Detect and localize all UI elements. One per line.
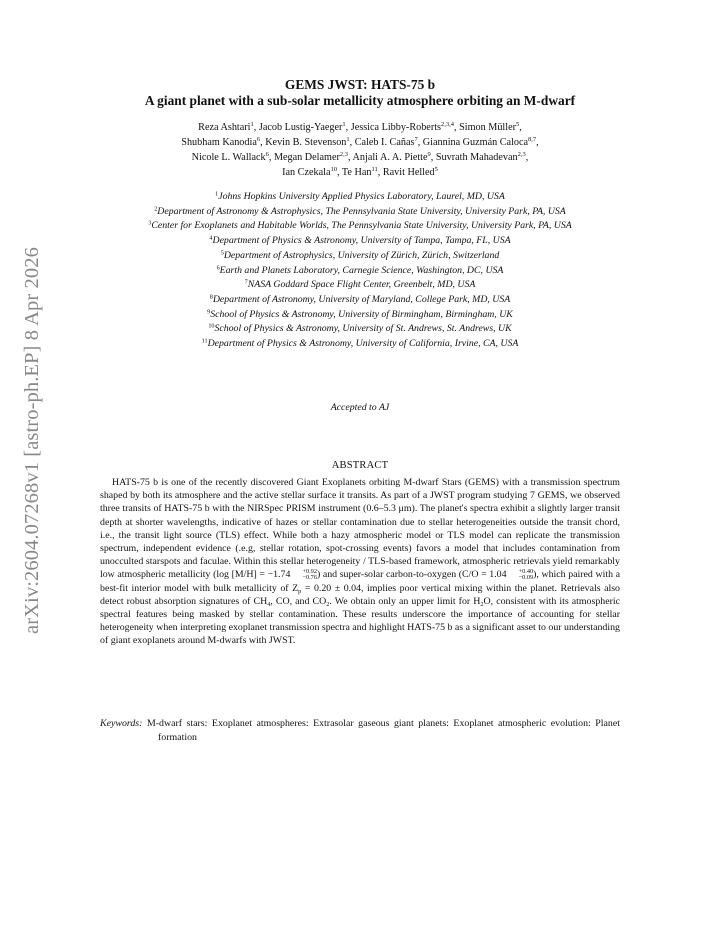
affiliation-text: NASA Goddard Space Flight Center, Greenbelt, MD, USA [247, 279, 476, 291]
author-affiliation-marker: 1 [346, 136, 350, 143]
affiliation-line [60, 190, 660, 205]
title-line-1: GEMS JWST: HATS-75 b [284, 77, 436, 92]
author-affiliation-marker: 10 [330, 166, 337, 173]
author-name: Reza Ashtari [198, 122, 251, 133]
author-line: Nicole L. Wallack$^6$, Megan Delamer$^{2,3}$, Anjali A. A. Piette$^9$, Suvrath Mahadevan$^{2,3}$, [191, 151, 529, 163]
affiliation-number: 5 [220, 249, 224, 257]
title-line-2: A giant planet with a sub-solar metallicity atmosphere orbiting an M-dwarf [144, 93, 576, 108]
author-name: Ravit Helled [382, 167, 435, 178]
abstract-part: , CO, and CO [270, 595, 327, 607]
abstract-part: O, consistent with its atmospheric spectral features being masked by stellar contamination. These results underscore the importance of accounting for stellar heterogeneity when interpreting exoplanet transmission spectra and highlight HATS-75 b as a significant asset to our understanding of giant exoplanets around M-dwarfs with JWST. [100, 595, 621, 647]
affiliation-number: 10 [208, 322, 215, 330]
affiliation-line [60, 337, 660, 352]
affiliation-number: 4 [209, 234, 213, 242]
author-name: Giannina Guzmán Caloca [422, 137, 529, 148]
author-affiliation-marker: 5 [434, 166, 438, 173]
author-affiliation-marker: 2,3 [339, 151, 348, 158]
author-affiliation-marker: 9 [427, 151, 431, 158]
arxiv-stamp-text: arXiv:2604.07268v1 [astro-ph.EP] 8 Apr 2026 [20, 246, 43, 634]
affiliation-text: Johns Hopkins University Applied Physics Laboratory, Laurel, MD, USA [218, 191, 505, 202]
affiliation-line [60, 322, 660, 337]
author-name: Simon Müller [459, 122, 517, 133]
author-name: Ian Czekala [282, 167, 331, 178]
affiliation-line [60, 234, 660, 249]
author-name: Suvrath Mahadevan [435, 152, 518, 163]
keywords [100, 717, 620, 744]
affiliation-number: 6 [216, 264, 220, 272]
metallicity-uncertainty [290, 569, 317, 581]
author-affiliation-marker: 1 [342, 121, 346, 128]
author-name: Shubham Kanodia [181, 137, 257, 148]
affiliation-number: 7 [244, 278, 248, 286]
acceptance-note: Accepted to AJ [330, 402, 390, 413]
metallicity-upper: +0.92 [302, 568, 317, 576]
author-name: Jessica Libby-Roberts [350, 122, 442, 133]
author-affiliation-marker: 6 [256, 136, 261, 143]
abstract-part: ), which paired with a best-fit interior model with bulk metallicity of Z [100, 569, 620, 594]
affiliation-text: Department of Astronomy, University of Maryland, College Park, MD, USA [212, 293, 511, 305]
author-name: Nicole L. Wallack [191, 152, 266, 163]
affiliation-line [60, 249, 660, 264]
author-name: Caleb I. Cañas [354, 137, 415, 148]
paper-title [80, 77, 640, 109]
arxiv-identifier-stamp [17, 240, 47, 640]
affiliation-number: 1 [215, 190, 219, 198]
affiliation-line [60, 264, 660, 279]
abstract-text [100, 476, 620, 648]
affiliation-text: School of Physics & Astronomy, University of Birmingham, Birmingham, UK [210, 308, 513, 320]
affiliation-line [60, 219, 660, 234]
affiliation-number: 3 [148, 219, 152, 227]
affiliation-text: Department of Astrophysics, University of Zürich, Zürich, Switzerland [223, 249, 500, 261]
author-line: Shubham Kanodia$^6$, Kevin B. Stevenson$^1$, Caleb I. Cañas$^7$, Giannina Guzmán Caloca$^{8,7}$, [181, 136, 539, 148]
author-affiliation-marker: 8,7 [528, 136, 537, 143]
affiliation-number: 8 [209, 293, 213, 301]
affiliation-list [60, 190, 660, 352]
affiliation-text: School of Physics & Astronomy, University of St. Andrews, St. Andrews, UK [214, 323, 512, 335]
h2o-subscript: 2 [480, 600, 484, 608]
author-name: Jacob Lustig-Yaeger [258, 122, 343, 133]
affiliation-line [60, 205, 660, 220]
author-line: Ian Czekala$^{10}$, Te Han$^{11}$, Ravit Helled$^5$ [282, 166, 438, 178]
abstract-part: . We obtain only an upper limit for H [329, 595, 481, 607]
author-name: Megan Delamer [273, 152, 340, 163]
author-affiliation-marker: 5 [516, 121, 520, 128]
affiliation-number: 11 [201, 337, 208, 345]
ch4-subscript: 4 [267, 600, 271, 608]
affiliation-line [60, 278, 660, 293]
affiliation-number: 9 [207, 308, 211, 316]
affiliation-text: Center for Exoplanets and Habitable Worlds, The Pennsylvania State University, University Park, PA, USA [151, 220, 572, 232]
co2-subscript: 2 [326, 600, 330, 608]
author-list [90, 120, 630, 180]
affiliation-text: Earth and Planets Laboratory, Carnegie Science, Washington, DC, USA [219, 264, 504, 276]
keywords-text: M-dwarf stars: Exoplanet atmospheres: Extrasolar gaseous giant planets: Exoplanet atmospheric evolution: Planet formation [146, 718, 620, 743]
author-name: Anjali A. A. Piette [352, 152, 428, 163]
abstract-part: HATS-75 b is one of the recently discovered Giant Exoplanets orbiting M-dwarf Stars (GEMS) with a transmission spectrum shaped by both its atmosphere and the active stellar surface it transits. As part of a JWST program studying 7 GEMS, we observed three transits of HATS-75 b with the NIRSpec PRISM instrument (0.6–5.3 μm). The planet's spectra exhibit a slightly larger transit depth at shorter wavelengths, indicative of hazes or stellar contamination due to stellar heterogeneities outside the transit chord, i.e., the transit light source (TLS) effect. While both a hazy atmospheric model or TLS model can replicate the transmission spectrum, independent evidence (.e.g, stellar rotation, spot-crossing events) favors a model that includes contamination from unocculted starspots and faculae. Within this stellar heterogeneity / TLS-based framework, atmospheric retrievals yield remarkably low atmospheric metallicity (log [M/H] = −1.74 [100, 477, 620, 581]
author-affiliation-marker: 6 [265, 151, 269, 158]
author-affiliation-marker: 1 [250, 121, 254, 128]
zp-subscript: p [298, 587, 302, 595]
author-name: Te Han [341, 167, 372, 178]
author-affiliation-marker: 2,3 [517, 151, 526, 158]
co-ratio-uncertainty [507, 569, 534, 581]
affiliation-number: 2 [154, 205, 158, 213]
keywords-label: Keywords: [100, 718, 143, 729]
author-affiliation-marker: 11 [371, 166, 378, 173]
affiliation-text: Department of Physics & Astronomy, University of Tampa, Tampa, FL, USA [212, 235, 511, 247]
author-affiliation-marker: 2,3,4 [441, 121, 455, 128]
author-name: Kevin B. Stevenson [265, 137, 347, 148]
affiliation-line [60, 308, 660, 323]
co-ratio-lower: −0.09 [518, 574, 534, 582]
abstract-part: = 0.20 ± 0.04, implies poor vertical mixing within the planet. Retrievals also detect robust absorption signatures of CH [100, 582, 620, 607]
author-line: Reza Ashtari$^1$, Jacob Lustig-Yaeger$^1$, Jessica Libby-Roberts$^{2,3,4}$, Simon Müller$^5$, [198, 121, 522, 133]
abstract-heading: ABSTRACT [331, 460, 389, 471]
affiliation-text: Department of Astronomy & Astrophysics, The Pennsylvania State University, University Park, PA, USA [157, 205, 566, 217]
abstract-part: ) and super-solar carbon-to-oxygen (C/O = 1.04 [316, 569, 507, 581]
affiliation-line [60, 293, 660, 308]
affiliation-text: Department of Physics & Astronomy, University of California, Irvine, CA, USA [207, 338, 519, 350]
co-ratio-upper: +0.40 [518, 568, 534, 576]
metallicity-lower: −0.76 [302, 574, 317, 582]
author-affiliation-marker: 7 [414, 136, 418, 143]
